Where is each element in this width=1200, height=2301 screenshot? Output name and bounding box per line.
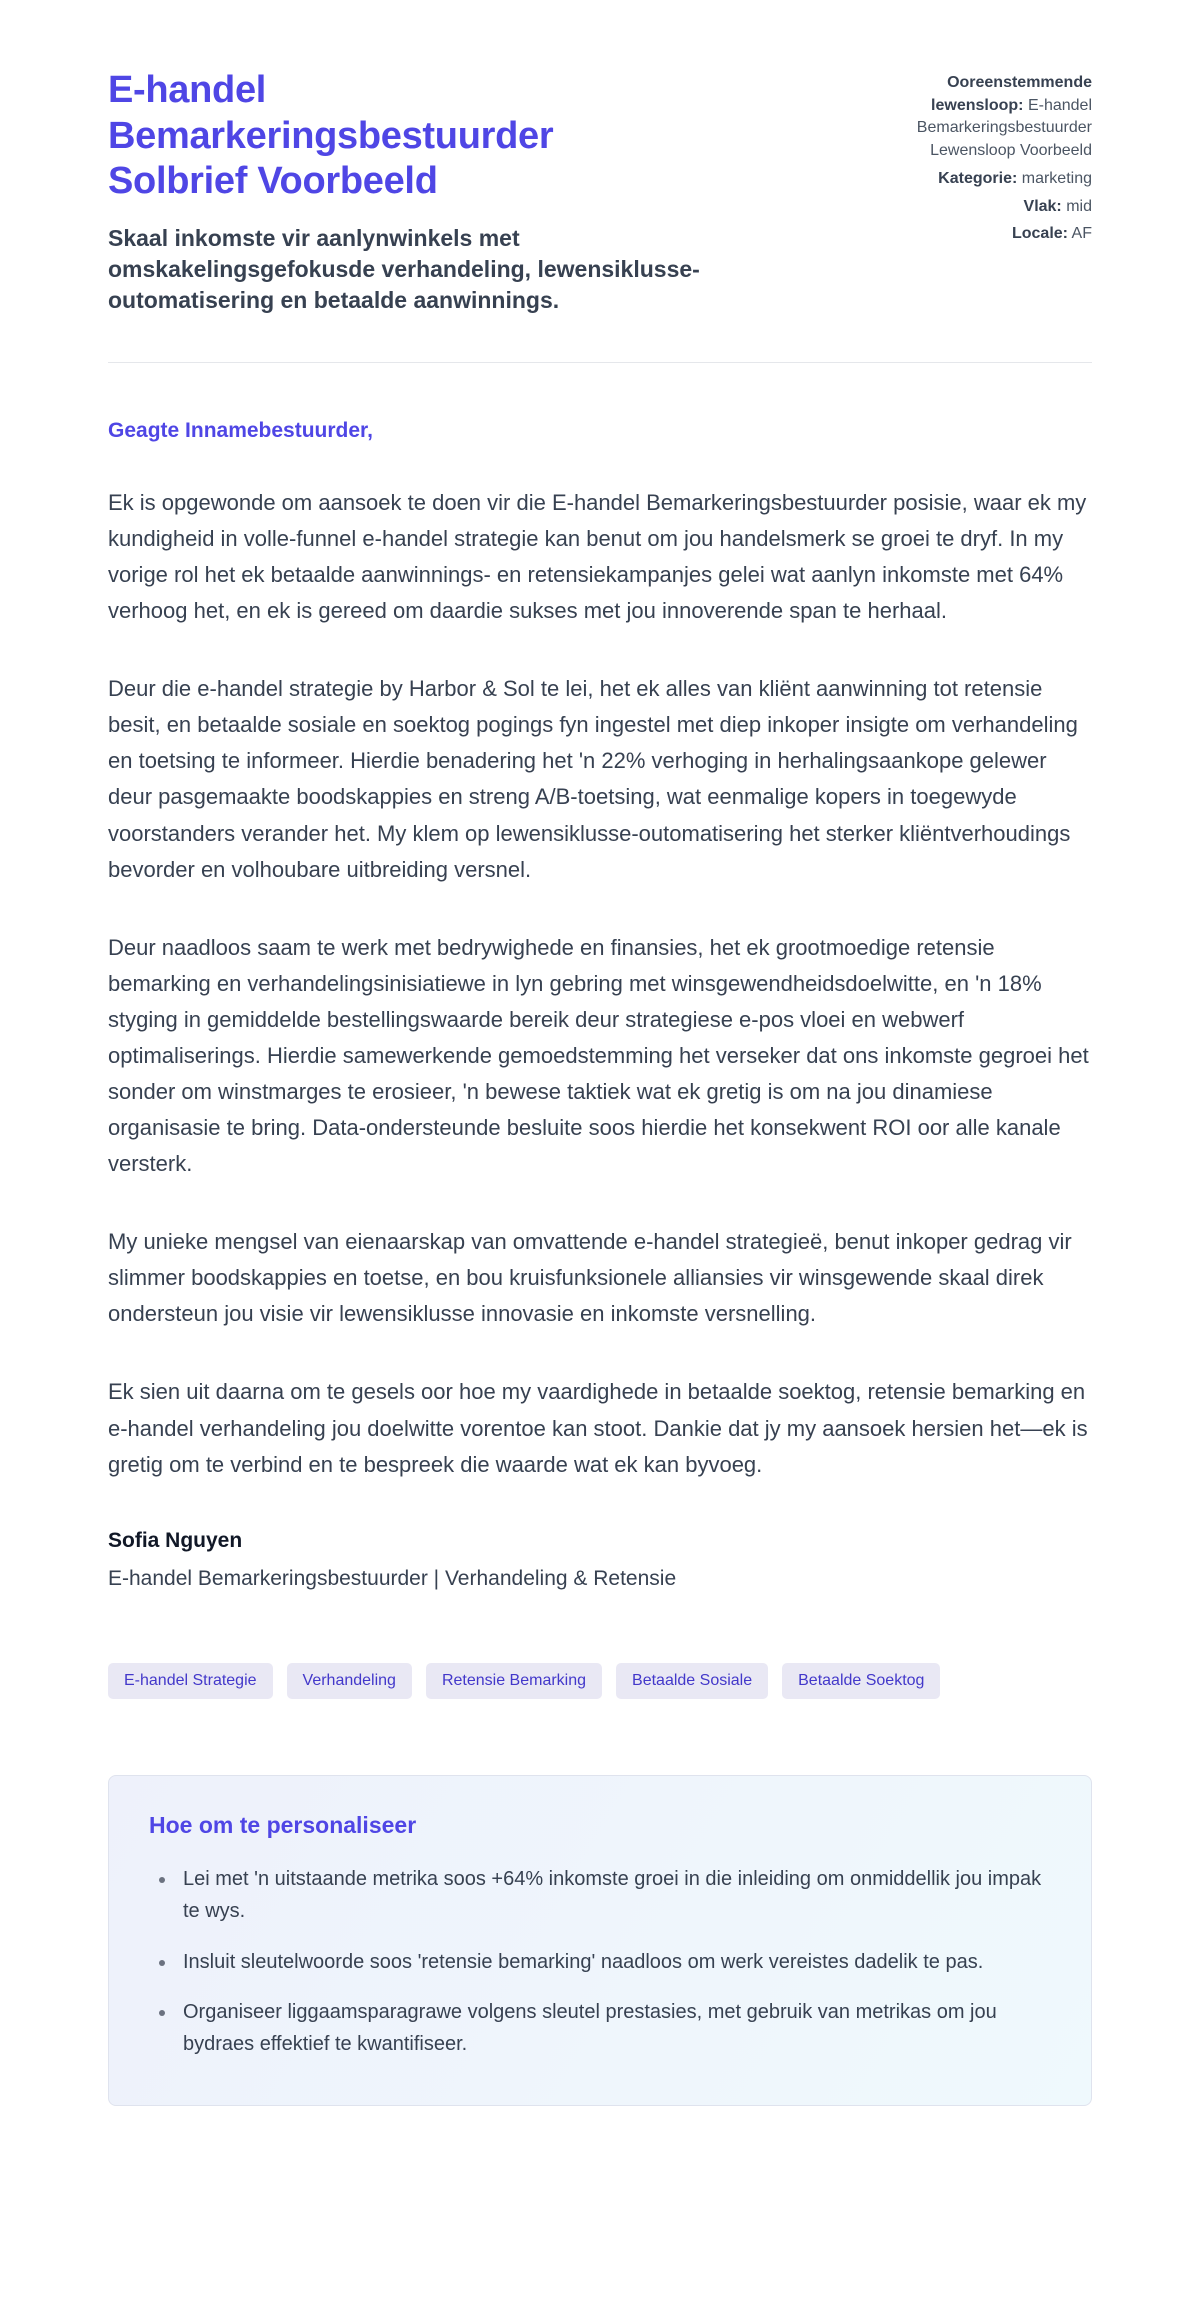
meta-label-locale: Locale: [1011, 225, 1068, 243]
tag-verhandeling[interactable]: Verhandeling [287, 1663, 412, 1699]
meta-row-locale [870, 223, 1092, 246]
signature-block [108, 1529, 1092, 1591]
meta-value-locale: AF [1071, 225, 1092, 243]
callout-title: Hoe om te personaliseer [149, 1811, 417, 1838]
signature-role: E-handel Bemarkeringsbestuurder | Verhandeling & Retensie [108, 1566, 677, 1590]
meta-panel [870, 68, 1092, 251]
meta-value-category: marketing [1021, 169, 1092, 187]
personalize-callout [108, 1775, 1092, 2106]
signature-name: Sofia Nguyen [108, 1528, 243, 1552]
letter-paragraph: Ek is opgewonde om aansoek te doen vir die E-handel Bemarkeringsbestuurder posisie, waar ek my kundigheid in volle-funnel e-handel strategie kan benut om jou handelsmerk se groei te dryf. In my vorige rol het ek betaalde aanwinnings- en retensiekampanjes gelei wat aanlyn inkomste met 64% verhoog het, en ek is gereed om daardie sukses met jou innoverende span te herhaal. [108, 489, 1087, 624]
meta-value-matching-resume: E-handel Bemarkeringsbestuurder Lewensloop Voorbeeld [916, 96, 1092, 160]
callout-item: • Organiseer liggaamsparagrawe volgens sleutel prestasies, met gebruik van metrikas om jou bydraes effektief te kwantifiseer. [177, 1996, 1051, 2061]
letter-body [108, 419, 1092, 1591]
header-left [108, 68, 723, 316]
tag-ehandel-strategie[interactable]: E-handel Strategie [108, 1663, 273, 1699]
meta-row-category [870, 168, 1092, 191]
tag-betaalde-sosiale[interactable]: Betaalde Sosiale [616, 1663, 768, 1699]
meta-label-level: Vlak: [1023, 197, 1062, 215]
callout-item: • Insluit sleutelwoorde soos 'retensie bemarking' naadloos om werk vereistes dadelik te pas. [177, 1946, 1051, 1978]
letter-paragraph: Deur naadloos saam te werk met bedrywighede en finansies, het ek grootmoedige retensie bemarking en verhandelingsinisiatiewe in lyn gebring met winsgewendheidsdoelwitte, en 'n 18% styging in gemiddelde bestellingswaarde bereik deur strategiese e-pos vloei en webwerf optimaliserings. Hierdie samewerkende gemoedstemming het verseker dat ons inkomste gegroei het sonder om winstmarges te erosieer, 'n bewese taktiek wat ek gretig is om na jou dinamiese organisasie te bring. Data-ondersteunde besluite soos hierdie het konsekwent ROI oor alle kanale versterk. [108, 934, 1089, 1177]
page-subtitle: Skaal inkomste vir aanlynwinkels met omskakelingsgefokusde verhandeling, lewensiklusse-outomatisering en betaalde aanwinnings. [108, 224, 700, 313]
letter-greeting: Geagte Innamebestuurder, [108, 418, 373, 442]
letter-paragraph: Ek sien uit daarna om te gesels oor hoe my vaardighede in betaalde soektog, retensie bemarking en e-handel verhandeling jou doelwitte vorentoe kan stoot. Dankie dat jy my aansoek hersien het—ek is gretig om te verbind en te bespreek die waarde wat ek kan byvoeg. [108, 1379, 1088, 1477]
header [108, 68, 1092, 316]
header-divider [108, 362, 1092, 363]
callout-list [149, 1863, 1051, 2061]
letter-paragraph: Deur die e-handel strategie by Harbor & Sol te lei, het ek alles van kliënt aanwinning tot retensie besit, en betaalde sosiale en soektog pogings fyn ingestel met diep inkoper insigte om verhandeling en toetsing te informeer. Hierdie benadering het 'n 22% verhoging in herhalingsaankope gelewer deur pasgemaakte boodskappies en streng A/B-toetsing, wat eenmalige kopers in toegewyde voorstanders verander het. My klem op lewensiklusse-outomatisering het sterker kliëntverhoudings bevorder en volhoubare uitbreiding versnel. [108, 676, 1078, 882]
meta-row-level [870, 196, 1092, 219]
tag-betaalde-soektog[interactable]: Betaalde Soektog [782, 1663, 940, 1699]
meta-row-matching-resume [870, 72, 1092, 163]
meta-value-level: mid [1066, 197, 1092, 215]
meta-label-matching-resume: Ooreenstemmende lewensloop: [931, 74, 1092, 114]
meta-label-category: Kategorie: [938, 169, 1018, 187]
tag-retensie-bemarking[interactable]: Retensie Bemarking [426, 1663, 602, 1699]
page-title: E-handel Bemarkeringsbestuurder Solbrief Voorbeeld [108, 69, 554, 203]
letter-paragraph: My unieke mengsel van eienaarskap van omvattende e-handel strategieë, benut inkoper gedrag vir slimmer boodskappies en toetse, en bou kruisfunksionele alliansies vir winsgewende skaal direk ondersteun jou visie vir lewensiklusse innovasie en inkomste versnelling. [108, 1229, 1072, 1327]
callout-item: • Lei met 'n uitstaande metrika soos +64% inkomste groei in die inleiding om onmiddellik jou impak te wys. [177, 1863, 1051, 1928]
tag-list [108, 1663, 1092, 1699]
